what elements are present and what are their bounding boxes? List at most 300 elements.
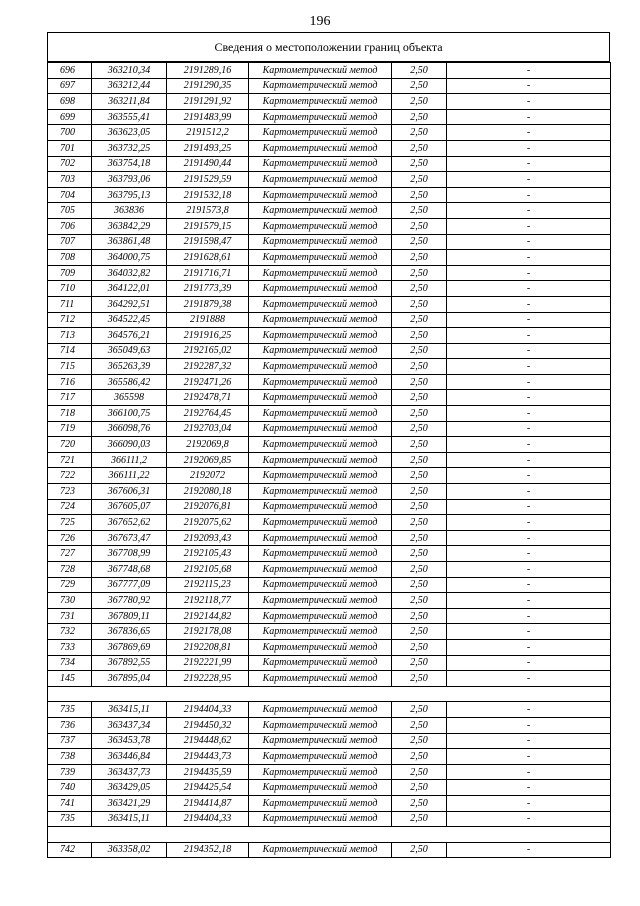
method-cell: Картометрический метод [249, 63, 392, 79]
point-number-cell: 707 [48, 234, 92, 250]
method-cell: Картометрический метод [249, 359, 392, 375]
y-coordinate-cell: 2192105,43 [167, 546, 249, 562]
y-coordinate-cell: 2194443,73 [167, 749, 249, 765]
y-coordinate-cell: 2191773,39 [167, 281, 249, 297]
table-row [48, 577, 611, 593]
description-cell: - [447, 452, 611, 468]
description-cell: - [447, 639, 611, 655]
table-row [48, 312, 611, 328]
description-cell: - [447, 468, 611, 484]
precision-cell: 2,50 [392, 546, 447, 562]
x-coordinate-cell: 366100,75 [92, 406, 167, 422]
method-cell: Картометрический метод [249, 421, 392, 437]
x-coordinate-cell: 363623,05 [92, 125, 167, 141]
x-coordinate-cell: 364576,21 [92, 328, 167, 344]
method-cell: Картометрический метод [249, 780, 392, 796]
x-coordinate-cell: 364122,01 [92, 281, 167, 297]
coordinates-table [47, 62, 611, 858]
precision-cell: 2,50 [392, 265, 447, 281]
table-row [48, 546, 611, 562]
y-coordinate-cell: 2191490,44 [167, 156, 249, 172]
table-row [48, 203, 611, 219]
precision-cell: 2,50 [392, 764, 447, 780]
precision-cell: 2,50 [392, 374, 447, 390]
point-number-cell: 728 [48, 562, 92, 578]
precision-cell: 2,50 [392, 530, 447, 546]
description-cell: - [447, 608, 611, 624]
description-cell: - [447, 359, 611, 375]
description-cell: - [447, 78, 611, 94]
point-number-cell: 714 [48, 343, 92, 359]
description-cell: - [447, 187, 611, 203]
precision-cell: 2,50 [392, 125, 447, 141]
table-row [48, 499, 611, 515]
table-row [48, 109, 611, 125]
method-cell: Картометрический метод [249, 296, 392, 312]
precision-cell: 2,50 [392, 218, 447, 234]
method-cell: Картометрический метод [249, 218, 392, 234]
x-coordinate-cell: 364292,51 [92, 296, 167, 312]
y-coordinate-cell: 2194450,32 [167, 717, 249, 733]
x-coordinate-cell: 366111,2 [92, 452, 167, 468]
precision-cell: 2,50 [392, 140, 447, 156]
precision-cell: 2,50 [392, 406, 447, 422]
x-coordinate-cell: 363415,11 [92, 811, 167, 827]
point-number-cell: 713 [48, 328, 92, 344]
method-cell: Картометрический метод [249, 468, 392, 484]
point-number-cell: 705 [48, 203, 92, 219]
x-coordinate-cell: 363754,18 [92, 156, 167, 172]
method-cell: Картометрический метод [249, 452, 392, 468]
x-coordinate-cell: 363415,11 [92, 702, 167, 718]
table-row [48, 328, 611, 344]
x-coordinate-cell: 367606,31 [92, 484, 167, 500]
point-number-cell: 726 [48, 530, 92, 546]
method-cell: Картометрический метод [249, 546, 392, 562]
x-coordinate-cell: 367708,99 [92, 546, 167, 562]
description-cell: - [447, 156, 611, 172]
description-cell: - [447, 63, 611, 79]
table-row [48, 343, 611, 359]
method-cell: Картометрический метод [249, 390, 392, 406]
y-coordinate-cell: 2192118,77 [167, 593, 249, 609]
description-cell: - [447, 530, 611, 546]
description-cell: - [447, 125, 611, 141]
description-cell: - [447, 811, 611, 827]
table-title: Сведения о местоположении границ объекта [47, 32, 610, 62]
precision-cell: 2,50 [392, 437, 447, 453]
precision-cell: 2,50 [392, 515, 447, 531]
description-cell: - [447, 764, 611, 780]
method-cell: Картометрический метод [249, 499, 392, 515]
y-coordinate-cell: 2191532,18 [167, 187, 249, 203]
y-coordinate-cell: 2192287,32 [167, 359, 249, 375]
description-cell: - [447, 437, 611, 453]
x-coordinate-cell: 363793,06 [92, 172, 167, 188]
x-coordinate-cell: 367780,92 [92, 593, 167, 609]
y-coordinate-cell: 2192080,18 [167, 484, 249, 500]
precision-cell: 2,50 [392, 780, 447, 796]
description-cell: - [447, 749, 611, 765]
y-coordinate-cell: 2194404,33 [167, 811, 249, 827]
x-coordinate-cell: 363795,13 [92, 187, 167, 203]
point-number-cell: 719 [48, 421, 92, 437]
table-row [48, 359, 611, 375]
x-coordinate-cell: 363421,29 [92, 795, 167, 811]
description-cell: - [447, 218, 611, 234]
point-number-cell: 709 [48, 265, 92, 281]
x-coordinate-cell: 365586,42 [92, 374, 167, 390]
description-cell: - [447, 250, 611, 266]
point-number-cell: 704 [48, 187, 92, 203]
table-row [48, 421, 611, 437]
x-coordinate-cell: 363210,34 [92, 63, 167, 79]
y-coordinate-cell: 2191529,59 [167, 172, 249, 188]
table-row [48, 671, 611, 687]
precision-cell: 2,50 [392, 639, 447, 655]
table-row [48, 764, 611, 780]
precision-cell: 2,50 [392, 702, 447, 718]
method-cell: Картометрический метод [249, 265, 392, 281]
precision-cell: 2,50 [392, 733, 447, 749]
precision-cell: 2,50 [392, 468, 447, 484]
precision-cell: 2,50 [392, 577, 447, 593]
point-number-cell: 729 [48, 577, 92, 593]
precision-cell: 2,50 [392, 234, 447, 250]
y-coordinate-cell: 2192764,45 [167, 406, 249, 422]
method-cell: Картометрический метод [249, 281, 392, 297]
point-number-cell: 702 [48, 156, 92, 172]
precision-cell: 2,50 [392, 281, 447, 297]
y-coordinate-cell: 2191573,8 [167, 203, 249, 219]
point-number-cell: 712 [48, 312, 92, 328]
x-coordinate-cell: 363429,05 [92, 780, 167, 796]
x-coordinate-cell: 367777,09 [92, 577, 167, 593]
table-row [48, 717, 611, 733]
table-row [48, 296, 611, 312]
x-coordinate-cell: 363437,73 [92, 764, 167, 780]
y-coordinate-cell: 2191493,25 [167, 140, 249, 156]
point-number-cell: 742 [48, 842, 92, 858]
y-coordinate-cell: 2192093,43 [167, 530, 249, 546]
method-cell: Картометрический метод [249, 671, 392, 687]
description-cell: - [447, 312, 611, 328]
x-coordinate-cell: 363446,84 [92, 749, 167, 765]
x-coordinate-cell: 366090,03 [92, 437, 167, 453]
table-row [48, 749, 611, 765]
precision-cell: 2,50 [392, 452, 447, 468]
x-coordinate-cell: 363453,78 [92, 733, 167, 749]
table-row [48, 390, 611, 406]
precision-cell: 2,50 [392, 421, 447, 437]
x-coordinate-cell: 367895,04 [92, 671, 167, 687]
precision-cell: 2,50 [392, 795, 447, 811]
y-coordinate-cell: 2191291,92 [167, 94, 249, 110]
y-coordinate-cell: 2191916,25 [167, 328, 249, 344]
point-number-cell: 696 [48, 63, 92, 79]
precision-cell: 2,50 [392, 312, 447, 328]
method-cell: Картометрический метод [249, 328, 392, 344]
description-cell: - [447, 296, 611, 312]
table-row [48, 281, 611, 297]
y-coordinate-cell: 2192208,81 [167, 639, 249, 655]
description-cell: - [447, 203, 611, 219]
description-cell: - [447, 499, 611, 515]
point-number-cell: 738 [48, 749, 92, 765]
method-cell: Картометрический метод [249, 156, 392, 172]
point-number-cell: 706 [48, 218, 92, 234]
y-coordinate-cell: 2192144,82 [167, 608, 249, 624]
y-coordinate-cell: 2192165,02 [167, 343, 249, 359]
x-coordinate-cell: 367836,65 [92, 624, 167, 640]
precision-cell: 2,50 [392, 250, 447, 266]
x-coordinate-cell: 364032,82 [92, 265, 167, 281]
x-coordinate-cell: 366098,76 [92, 421, 167, 437]
point-number-cell: 718 [48, 406, 92, 422]
description-cell: - [447, 655, 611, 671]
precision-cell: 2,50 [392, 156, 447, 172]
method-cell: Картометрический метод [249, 577, 392, 593]
y-coordinate-cell: 2192478,71 [167, 390, 249, 406]
y-coordinate-cell: 2192178,08 [167, 624, 249, 640]
table-row [48, 406, 611, 422]
precision-cell: 2,50 [392, 296, 447, 312]
table-row [48, 733, 611, 749]
point-number-cell: 699 [48, 109, 92, 125]
precision-cell: 2,50 [392, 593, 447, 609]
method-cell: Картометрический метод [249, 842, 392, 858]
y-coordinate-cell: 2192076,81 [167, 499, 249, 515]
point-number-cell: 703 [48, 172, 92, 188]
point-number-cell: 723 [48, 484, 92, 500]
description-cell: - [447, 593, 611, 609]
table-row [48, 250, 611, 266]
method-cell: Картометрический метод [249, 733, 392, 749]
point-number-cell: 735 [48, 811, 92, 827]
point-number-cell: 700 [48, 125, 92, 141]
table-row [48, 218, 611, 234]
x-coordinate-cell: 367748,68 [92, 562, 167, 578]
precision-cell: 2,50 [392, 562, 447, 578]
x-coordinate-cell: 363836 [92, 203, 167, 219]
x-coordinate-cell: 367869,69 [92, 639, 167, 655]
method-cell: Картометрический метод [249, 109, 392, 125]
table-row [48, 234, 611, 250]
x-coordinate-cell: 366111,22 [92, 468, 167, 484]
table-row [48, 63, 611, 79]
method-cell: Картометрический метод [249, 203, 392, 219]
table-row [48, 94, 611, 110]
table-row [48, 780, 611, 796]
table-row [48, 125, 611, 141]
y-coordinate-cell: 2191579,15 [167, 218, 249, 234]
description-cell: - [447, 780, 611, 796]
table-row [48, 187, 611, 203]
y-coordinate-cell: 2192105,68 [167, 562, 249, 578]
y-coordinate-cell: 2192471,26 [167, 374, 249, 390]
x-coordinate-cell: 363555,41 [92, 109, 167, 125]
table-row [48, 530, 611, 546]
y-coordinate-cell: 2192069,85 [167, 452, 249, 468]
precision-cell: 2,50 [392, 359, 447, 375]
precision-cell: 2,50 [392, 624, 447, 640]
precision-cell: 2,50 [392, 842, 447, 858]
precision-cell: 2,50 [392, 187, 447, 203]
table-row [48, 515, 611, 531]
description-cell: - [447, 702, 611, 718]
table-row [48, 484, 611, 500]
point-number-cell: 715 [48, 359, 92, 375]
point-number-cell: 701 [48, 140, 92, 156]
y-coordinate-cell: 2192069,8 [167, 437, 249, 453]
x-coordinate-cell: 365263,39 [92, 359, 167, 375]
point-number-cell: 734 [48, 655, 92, 671]
point-number-cell: 721 [48, 452, 92, 468]
precision-cell: 2,50 [392, 109, 447, 125]
description-cell: - [447, 671, 611, 687]
point-number-cell: 708 [48, 250, 92, 266]
x-coordinate-cell: 365049,63 [92, 343, 167, 359]
method-cell: Картометрический метод [249, 593, 392, 609]
description-cell: - [447, 140, 611, 156]
precision-cell: 2,50 [392, 484, 447, 500]
point-number-cell: 710 [48, 281, 92, 297]
precision-cell: 2,50 [392, 203, 447, 219]
precision-cell: 2,50 [392, 78, 447, 94]
y-coordinate-cell: 2191716,71 [167, 265, 249, 281]
method-cell: Картометрический метод [249, 312, 392, 328]
y-coordinate-cell: 2194435,59 [167, 764, 249, 780]
x-coordinate-cell: 363211,84 [92, 94, 167, 110]
point-number-cell: 716 [48, 374, 92, 390]
method-cell: Картометрический метод [249, 764, 392, 780]
y-coordinate-cell: 2191512,2 [167, 125, 249, 141]
y-coordinate-cell: 2191628,61 [167, 250, 249, 266]
y-coordinate-cell: 2192221,99 [167, 655, 249, 671]
y-coordinate-cell: 2191598,47 [167, 234, 249, 250]
method-cell: Картометрический метод [249, 94, 392, 110]
y-coordinate-cell: 2192228,95 [167, 671, 249, 687]
description-cell: - [447, 421, 611, 437]
description-cell: - [447, 546, 611, 562]
method-cell: Картометрический метод [249, 343, 392, 359]
y-coordinate-cell: 2191888 [167, 312, 249, 328]
method-cell: Картометрический метод [249, 639, 392, 655]
x-coordinate-cell: 365598 [92, 390, 167, 406]
x-coordinate-cell: 363842,29 [92, 218, 167, 234]
point-number-cell: 736 [48, 717, 92, 733]
table-row [48, 265, 611, 281]
x-coordinate-cell: 363861,48 [92, 234, 167, 250]
description-cell: - [447, 94, 611, 110]
precision-cell: 2,50 [392, 811, 447, 827]
method-cell: Картометрический метод [249, 187, 392, 203]
precision-cell: 2,50 [392, 749, 447, 765]
point-number-cell: 733 [48, 639, 92, 655]
x-coordinate-cell: 367892,55 [92, 655, 167, 671]
table-row [48, 468, 611, 484]
x-coordinate-cell: 367809,11 [92, 608, 167, 624]
description-cell: - [447, 406, 611, 422]
method-cell: Картометрический метод [249, 78, 392, 94]
table-row [48, 608, 611, 624]
method-cell: Картометрический метод [249, 484, 392, 500]
y-coordinate-cell: 2192072 [167, 468, 249, 484]
table-row [48, 655, 611, 671]
y-coordinate-cell: 2194352,18 [167, 842, 249, 858]
description-cell: - [447, 172, 611, 188]
point-number-cell: 717 [48, 390, 92, 406]
method-cell: Картометрический метод [249, 515, 392, 531]
point-number-cell: 724 [48, 499, 92, 515]
description-cell: - [447, 733, 611, 749]
description-cell: - [447, 265, 611, 281]
table-row [48, 795, 611, 811]
table-row [48, 811, 611, 827]
y-coordinate-cell: 2194425,54 [167, 780, 249, 796]
coordinates-document [47, 32, 610, 858]
point-number-cell: 725 [48, 515, 92, 531]
y-coordinate-cell: 2192703,04 [167, 421, 249, 437]
precision-cell: 2,50 [392, 655, 447, 671]
point-number-cell: 711 [48, 296, 92, 312]
method-cell: Картометрический метод [249, 702, 392, 718]
method-cell: Картометрический метод [249, 406, 392, 422]
precision-cell: 2,50 [392, 343, 447, 359]
x-coordinate-cell: 364000,75 [92, 250, 167, 266]
table-row [48, 172, 611, 188]
table-row [48, 78, 611, 94]
description-cell: - [447, 795, 611, 811]
method-cell: Картометрический метод [249, 374, 392, 390]
group-separator-row [48, 686, 611, 702]
y-coordinate-cell: 2192075,62 [167, 515, 249, 531]
precision-cell: 2,50 [392, 499, 447, 515]
description-cell: - [447, 577, 611, 593]
table-row [48, 702, 611, 718]
x-coordinate-cell: 367673,47 [92, 530, 167, 546]
description-cell: - [447, 328, 611, 344]
precision-cell: 2,50 [392, 94, 447, 110]
method-cell: Картометрический метод [249, 717, 392, 733]
page-number: 196 [309, 14, 331, 29]
table-row [48, 639, 611, 655]
table-row [48, 624, 611, 640]
table-row [48, 374, 611, 390]
description-cell: - [447, 109, 611, 125]
precision-cell: 2,50 [392, 608, 447, 624]
description-cell: - [447, 343, 611, 359]
precision-cell: 2,50 [392, 671, 447, 687]
point-number-cell: 697 [48, 78, 92, 94]
y-coordinate-cell: 2192115,23 [167, 577, 249, 593]
point-number-cell: 145 [48, 671, 92, 687]
x-coordinate-cell: 367652,62 [92, 515, 167, 531]
description-cell: - [447, 842, 611, 858]
table-row [48, 842, 611, 858]
y-coordinate-cell: 2194414,87 [167, 795, 249, 811]
y-coordinate-cell: 2191483,99 [167, 109, 249, 125]
description-cell: - [447, 717, 611, 733]
method-cell: Картометрический метод [249, 608, 392, 624]
group-separator-row [48, 827, 611, 843]
point-number-cell: 720 [48, 437, 92, 453]
description-cell: - [447, 624, 611, 640]
description-cell: - [447, 515, 611, 531]
method-cell: Картометрический метод [249, 811, 392, 827]
method-cell: Картометрический метод [249, 250, 392, 266]
point-number-cell: 741 [48, 795, 92, 811]
